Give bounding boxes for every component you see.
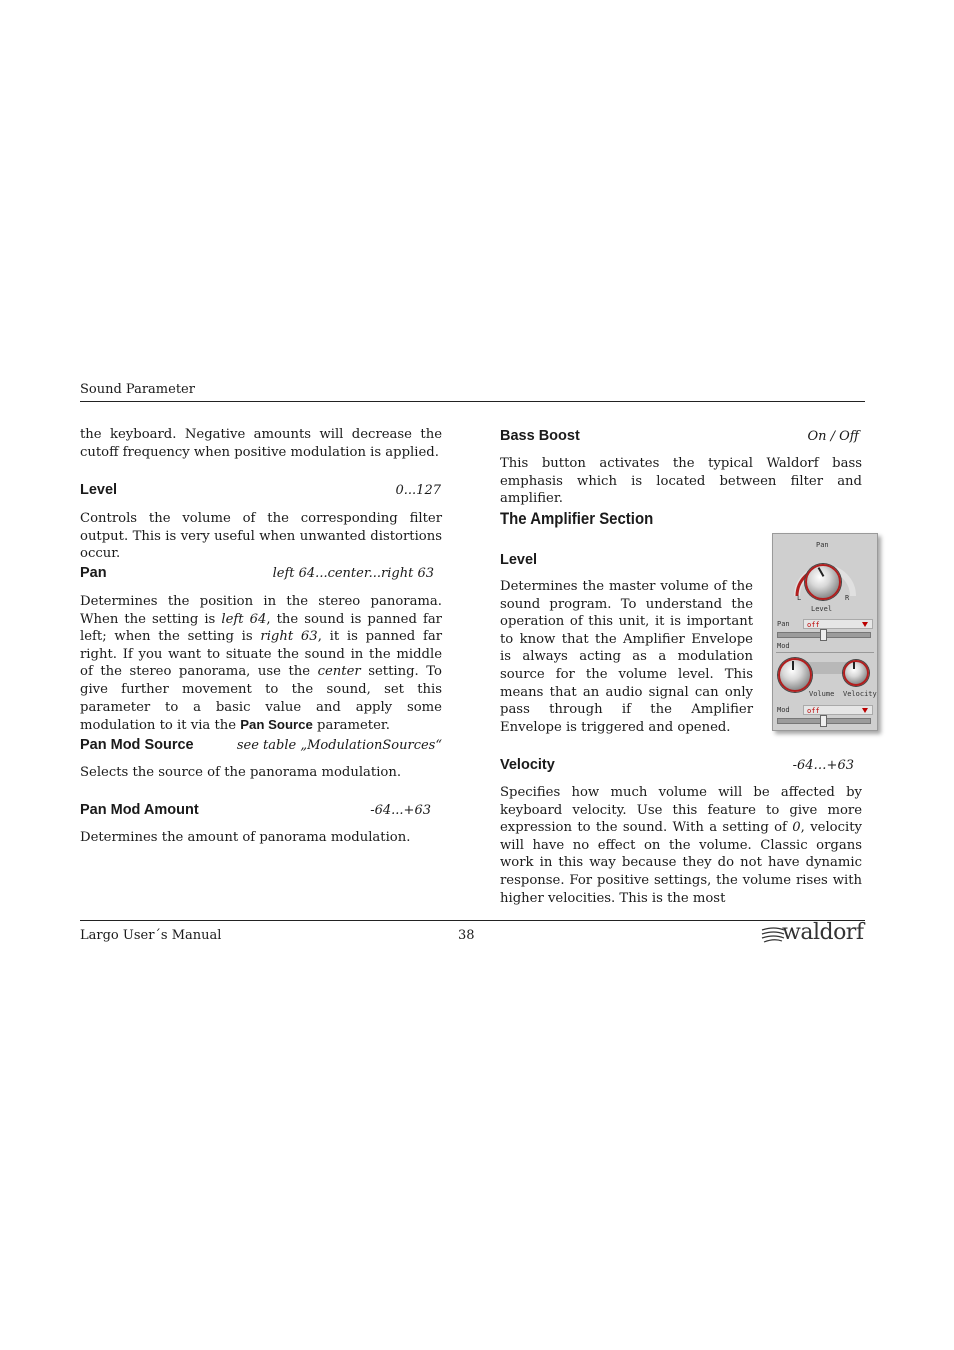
panel-l-label: L (797, 594, 802, 602)
velocity-range: -64…+63 (792, 758, 854, 773)
level-text: Controls the volume of the corresponding filter output. This is very useful when unwanted distortions occur. (80, 511, 442, 562)
pan-heading: Pan (80, 565, 107, 581)
level-range: 0...127 (395, 483, 441, 498)
pan-mod-amount-text: Determines the amount of panorama modulation. (80, 830, 411, 845)
volume-knob-indicator (792, 661, 794, 670)
panel-pan-label: Pan (816, 541, 829, 549)
volume-mod-slider-thumb[interactable] (820, 715, 827, 727)
waldorf-wordmark: waldorf (782, 920, 864, 945)
header-rule (80, 401, 865, 402)
amp-level-text: Determines the master volume of the sound program. To understand the operation of this unit, it is important to know that the Amplifier Envelope is always acting as a modulation source for the volume level. This means that an audio signal can only pass through if the Amplifier Envelope is triggered and opened. (500, 579, 753, 735)
bass-boost-text: This button activates the typical Waldorf bass emphasis which is located between filter and amplifier. (500, 456, 862, 507)
pan-mod-amount-heading: Pan Mod Amount (80, 802, 199, 818)
mod-select-arrow-icon (862, 708, 868, 713)
footer-manual-title: Largo User´s Manual (80, 928, 222, 943)
level-heading: Level (80, 482, 118, 498)
panel-divider (776, 652, 874, 653)
pan-mod-source-text: Selects the source of the panorama modulation. (80, 765, 402, 780)
velocity-knob-indicator (853, 662, 855, 669)
pan-mod-slider-thumb[interactable] (820, 629, 827, 641)
velocity-heading: Velocity (500, 757, 555, 773)
volume-knob[interactable] (778, 658, 812, 692)
amplifier-section-title: The Amplifier Section (500, 509, 654, 528)
pan-mod-amount-range: -64...+63 (370, 803, 431, 818)
pan-mod-source-range: see table „ModulationSources“ (236, 738, 442, 753)
level-knob[interactable] (805, 564, 841, 600)
velocity-text: Specifies how much volume will be affected by keyboard velocity. Use this feature to give more expression to the sound. With a setting of 0, velocity will have no effect on the volume. Classic organs work in this way because they do not have dynamic response. For positive settings, the volume rises with higher velocities. This is the most (500, 785, 862, 906)
pan-select-arrow-icon (862, 622, 868, 627)
amplifier-panel-image (772, 533, 878, 731)
intro-paragraph: the keyboard. Negative amounts will decrease the cutoff frequency when positive modulation is applied. (80, 427, 442, 460)
panel-pan-select-label: Pan (777, 620, 790, 628)
pan-text: Determines the position in the stereo panorama. When the setting is left 64, the sound is panned far left; when the setting is right 63, it is panned far right. If you want to situate the sound in the middle of the stereo panorama, use the center setting. To give further movement to the sound, set this parameter to a basic value and apply some modulation to it via the Pan Source parameter. (80, 594, 442, 734)
bass-boost-range: On / Off (807, 429, 859, 444)
panel-r-label: R (845, 594, 850, 602)
panel-volume-label: Volume (809, 690, 835, 698)
panel-mod2-label: Mod (777, 706, 790, 714)
page-number: 38 (458, 928, 475, 943)
panel-mod1-label: Mod (777, 642, 790, 650)
running-header: Sound Parameter (80, 382, 195, 397)
footer-rule (80, 920, 865, 921)
volume-mod-select[interactable]: off (803, 705, 873, 715)
pan-range: left 64...center...right 63 (272, 566, 434, 581)
panel-velocity-label: Velocity (843, 690, 877, 698)
bass-boost-heading: Bass Boost (500, 428, 580, 444)
velocity-knob[interactable] (843, 660, 869, 686)
panel-level-label: Level (811, 605, 833, 613)
pan-source-select[interactable]: off (803, 619, 873, 629)
amp-level-heading: Level (500, 552, 538, 568)
pan-mod-source-heading: Pan Mod Source (80, 737, 194, 753)
